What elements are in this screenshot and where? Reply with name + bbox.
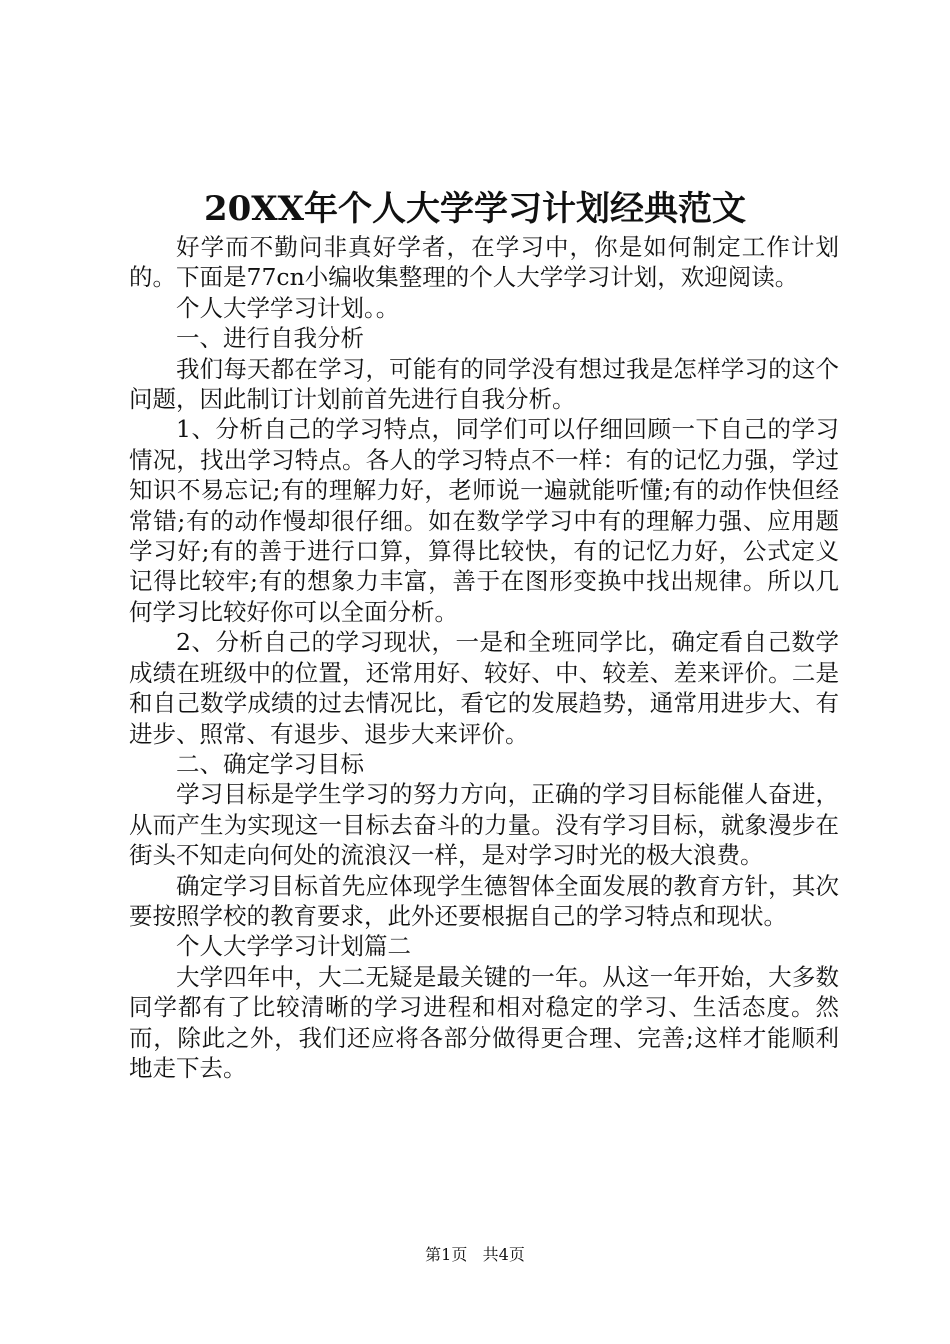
paragraph-plan-heading: 个人大学学习计划。。 [176, 293, 400, 322]
paragraph-goals: 学习目标是学生学习的努力方向，正确的学习目标能催人奋进，从而产生为实现这一目标去奋斗的力量。没有学习目标，就象漫步在街头不知走向何处的流浪汉一样，是对学习时光的极大浪费。 [129, 780, 839, 870]
section-heading-part-two: 个人大学学习计划篇二 [176, 932, 411, 961]
section-heading-goals: 二、确定学习目标 [176, 749, 364, 778]
section-heading-self-analysis: 一、进行自我分析 [176, 324, 364, 353]
page-total: 共4页 [482, 1245, 525, 1264]
page-number: 第1页 [425, 1245, 468, 1264]
page-spacer [472, 1245, 477, 1264]
paragraph-sophomore-year: 大学四年中，大二无疑是最关键的一年。从这一年开始，大多数同学都有了比较清晰的学习进程和相对稳定的学习、生活态度。然而，除此之外，我们还应将各部分做得更合理、完善;这样才能顺利地走下去。 [129, 962, 839, 1082]
paragraph-learning-traits: 1、分析自己的学习特点，同学们可以仔细回顾一下自己的学习情况，找出学习特点。各人的学习特点不一样：有的记忆力强，学过知识不易忘记;有的理解力好，老师说一遍就能听懂;有的动作快但经常错;有的动作慢却很仔细。如在数学学习中有的理解力强、应用题学习好;有的善于进行口算，算得比较快，有的记忆力好，公式定义记得比较牢;有的想象力丰富，善于在图形变换中找出规律。所以几何学习比较好你可以全面分析。 [129, 415, 839, 626]
document-title: 20XX年个人大学学习计划经典范文 [203, 189, 747, 229]
document-body [129, 232, 839, 1083]
paragraph-self-analysis: 我们每天都在学习，可能有的同学没有想过我是怎样学习的这个问题，因此制订计划前首先进行自我分析。 [129, 354, 839, 414]
paragraph-goal-setting: 确定学习目标首先应体现学生德智体全面发展的教育方针，其次要按照学校的教育要求，此外还要根据自己的学习特点和现状。 [129, 871, 839, 930]
page-footer [0, 1244, 950, 1266]
paragraph-learning-status: 2、分析自己的学习现状，一是和全班同学比，确定看自己数学成绩在班级中的位置，还常用好、较好、中、较差、差来评价。二是和自己数学成绩的过去情况比，看它的发展趋势，通常用进步大、有进步、照常、有退步、退步大来评价。 [129, 628, 839, 748]
paragraph-intro: 好学而不勤问非真好学者，在学习中，你是如何制定工作计划的。下面是77cn小编收集整理的个人大学学习计划，欢迎阅读。 [129, 233, 839, 292]
